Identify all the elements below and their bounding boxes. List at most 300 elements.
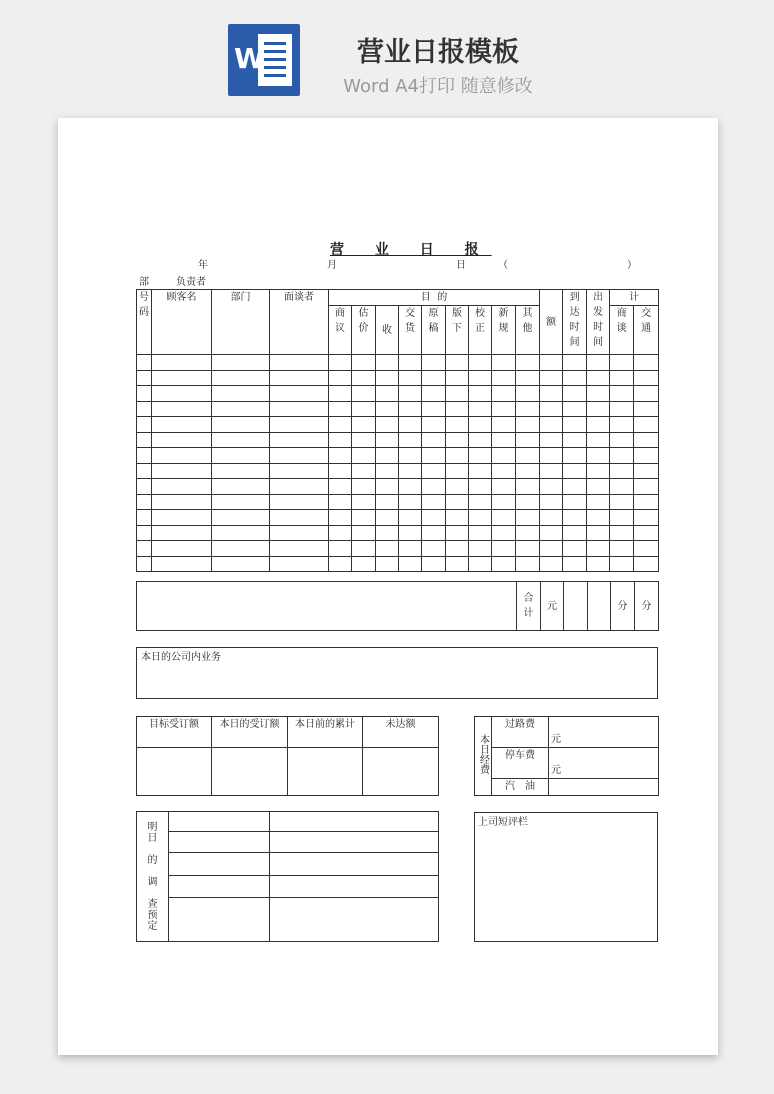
table-cell[interactable] — [540, 541, 563, 557]
table-cell[interactable] — [352, 479, 376, 495]
table-cell[interactable] — [422, 526, 446, 541]
table-cell[interactable] — [563, 479, 587, 495]
table-cell[interactable] — [446, 557, 469, 572]
table-cell[interactable] — [137, 448, 152, 464]
table-cell[interactable] — [516, 495, 540, 510]
table-cell[interactable] — [352, 557, 376, 572]
table-cell[interactable] — [376, 386, 399, 402]
table-cell[interactable] — [563, 510, 587, 526]
table-cell[interactable] — [516, 402, 540, 417]
table-cell[interactable] — [587, 479, 610, 495]
table-cell[interactable] — [610, 479, 634, 495]
table-cell[interactable] — [422, 386, 446, 402]
internal-business-box[interactable] — [136, 647, 658, 699]
form-title: 营 业 日 报 — [330, 242, 492, 258]
table-cell[interactable] — [469, 557, 492, 572]
dept-label: 部 — [139, 277, 149, 288]
expense-unit[interactable]: 元 — [549, 717, 659, 748]
date-month-label: 月 — [327, 260, 337, 271]
table-cell[interactable] — [446, 495, 469, 510]
table-cell[interactable] — [270, 371, 329, 386]
table-cell[interactable] — [634, 557, 659, 572]
table-cell[interactable] — [516, 464, 540, 479]
table-cell[interactable] — [352, 541, 376, 557]
orders-cell[interactable] — [363, 748, 439, 796]
tomorrow-cell[interactable] — [270, 812, 439, 832]
table-cell[interactable] — [540, 417, 563, 433]
expense-label: 过路费 — [492, 717, 549, 748]
table-cell[interactable] — [152, 371, 212, 386]
table-cell[interactable] — [516, 448, 540, 464]
table-cell[interactable] — [634, 433, 659, 448]
table-cell[interactable] — [634, 417, 659, 433]
tomorrow-cell[interactable] — [270, 832, 439, 853]
table-cell[interactable] — [399, 448, 422, 464]
table-cell[interactable] — [446, 510, 469, 526]
table-cell[interactable] — [212, 402, 270, 417]
table-cell[interactable] — [492, 417, 516, 433]
table-cell[interactable] — [399, 557, 422, 572]
table-row — [137, 557, 659, 572]
orders-cell[interactable] — [288, 748, 363, 796]
table-cell[interactable] — [516, 371, 540, 386]
table-cell[interactable] — [563, 526, 587, 541]
table-cell[interactable] — [587, 433, 610, 448]
table-cell[interactable] — [212, 495, 270, 510]
table-cell[interactable] — [587, 557, 610, 572]
table-cell[interactable] — [212, 510, 270, 526]
table-cell[interactable] — [587, 402, 610, 417]
table-cell[interactable] — [137, 417, 152, 433]
table-cell[interactable] — [469, 371, 492, 386]
table-cell[interactable] — [540, 386, 563, 402]
table-cell[interactable] — [376, 371, 399, 386]
paren-open: （ — [498, 260, 508, 271]
table-cell[interactable] — [563, 371, 587, 386]
table-cell[interactable] — [492, 557, 516, 572]
table-cell[interactable] — [212, 417, 270, 433]
table-cell[interactable] — [329, 541, 352, 557]
purpose-col-header: 校 正 — [469, 306, 492, 355]
table-cell[interactable] — [152, 510, 212, 526]
table-cell[interactable] — [492, 355, 516, 371]
table-cell[interactable] — [446, 355, 469, 371]
table-cell[interactable] — [152, 386, 212, 402]
table-cell[interactable] — [352, 464, 376, 479]
table-cell[interactable] — [634, 541, 659, 557]
orders-table — [136, 716, 439, 796]
table-cell[interactable] — [469, 402, 492, 417]
table-cell[interactable] — [329, 526, 352, 541]
table-cell[interactable] — [422, 541, 446, 557]
table-cell[interactable] — [422, 448, 446, 464]
table-cell[interactable] — [352, 371, 376, 386]
table-cell[interactable] — [152, 464, 212, 479]
purpose-col-header: 版 下 — [446, 306, 469, 355]
table-cell[interactable] — [446, 464, 469, 479]
table-cell[interactable] — [212, 557, 270, 572]
table-cell[interactable] — [212, 541, 270, 557]
table-cell[interactable] — [610, 386, 634, 402]
table-cell[interactable] — [422, 371, 446, 386]
table-cell[interactable] — [352, 417, 376, 433]
tomorrow-cell[interactable] — [270, 853, 439, 876]
table-cell[interactable] — [376, 402, 399, 417]
table-cell[interactable] — [634, 355, 659, 371]
table-cell[interactable] — [634, 448, 659, 464]
table-cell[interactable] — [270, 479, 329, 495]
table-cell[interactable] — [469, 495, 492, 510]
table-cell[interactable] — [587, 371, 610, 386]
table-cell[interactable] — [587, 417, 610, 433]
table-cell[interactable] — [270, 448, 329, 464]
table-cell[interactable] — [422, 433, 446, 448]
total-cell[interactable] — [564, 582, 588, 631]
table-cell[interactable] — [329, 495, 352, 510]
table-cell[interactable] — [492, 479, 516, 495]
table-cell[interactable] — [137, 479, 152, 495]
table-cell[interactable] — [422, 510, 446, 526]
table-cell[interactable] — [446, 479, 469, 495]
total-blank-cell[interactable] — [137, 582, 517, 631]
table-cell[interactable] — [352, 402, 376, 417]
table-cell[interactable] — [270, 464, 329, 479]
table-cell[interactable] — [610, 510, 634, 526]
table-cell[interactable] — [212, 355, 270, 371]
table-cell[interactable] — [610, 371, 634, 386]
table-cell[interactable] — [469, 526, 492, 541]
table-cell[interactable] — [492, 371, 516, 386]
table-cell[interactable] — [376, 479, 399, 495]
table-cell[interactable] — [563, 541, 587, 557]
table-cell[interactable] — [610, 464, 634, 479]
table-cell[interactable] — [270, 417, 329, 433]
table-cell[interactable] — [329, 464, 352, 479]
table-cell[interactable] — [376, 355, 399, 371]
table-cell[interactable] — [152, 557, 212, 572]
table-cell[interactable] — [540, 557, 563, 572]
table-cell[interactable] — [492, 541, 516, 557]
table-cell[interactable] — [212, 386, 270, 402]
tomorrow-cell[interactable] — [270, 898, 439, 942]
table-cell[interactable] — [270, 557, 329, 572]
table-cell[interactable] — [152, 479, 212, 495]
table-cell[interactable] — [137, 526, 152, 541]
table-cell[interactable] — [329, 402, 352, 417]
table-cell[interactable] — [446, 526, 469, 541]
table-cell[interactable] — [352, 526, 376, 541]
table-cell[interactable] — [137, 402, 152, 417]
total-minutes-traffic: 分 — [635, 582, 659, 631]
table-cell[interactable] — [376, 541, 399, 557]
table-cell[interactable] — [610, 448, 634, 464]
orders-cell[interactable] — [137, 748, 212, 796]
table-cell[interactable] — [563, 417, 587, 433]
table-cell[interactable] — [152, 448, 212, 464]
table-cell[interactable] — [540, 371, 563, 386]
table-cell[interactable] — [137, 510, 152, 526]
table-cell[interactable] — [610, 402, 634, 417]
table-cell[interactable] — [563, 386, 587, 402]
date-year-label: 年 — [198, 260, 208, 271]
table-cell[interactable] — [587, 355, 610, 371]
table-cell[interactable] — [137, 386, 152, 402]
table-cell[interactable] — [352, 433, 376, 448]
table-cell[interactable] — [212, 448, 270, 464]
table-cell[interactable] — [352, 355, 376, 371]
table-cell[interactable] — [422, 557, 446, 572]
table-cell[interactable] — [399, 526, 422, 541]
table-cell[interactable] — [422, 402, 446, 417]
table-cell[interactable] — [634, 526, 659, 541]
table-cell[interactable] — [399, 495, 422, 510]
tomorrow-cell[interactable] — [169, 812, 270, 832]
table-cell[interactable] — [587, 510, 610, 526]
table-cell[interactable] — [563, 495, 587, 510]
table-cell[interactable] — [212, 371, 270, 386]
table-cell[interactable] — [469, 479, 492, 495]
table-cell[interactable] — [469, 386, 492, 402]
table-cell[interactable] — [540, 495, 563, 510]
tomorrow-cell[interactable] — [169, 876, 270, 898]
table-row — [137, 433, 659, 448]
table-cell[interactable] — [610, 495, 634, 510]
table-cell[interactable] — [469, 448, 492, 464]
table-cell[interactable] — [329, 433, 352, 448]
table-cell[interactable] — [376, 557, 399, 572]
table-cell[interactable] — [634, 479, 659, 495]
table-cell[interactable] — [137, 464, 152, 479]
table-cell[interactable] — [152, 541, 212, 557]
tomorrow-cell[interactable] — [270, 876, 439, 898]
table-cell[interactable] — [540, 479, 563, 495]
table-cell[interactable] — [352, 495, 376, 510]
orders-header: 未达额 — [363, 717, 439, 748]
table-cell[interactable] — [329, 355, 352, 371]
table-cell[interactable] — [376, 495, 399, 510]
table-cell[interactable] — [587, 448, 610, 464]
table-cell[interactable] — [492, 495, 516, 510]
table-cell[interactable] — [492, 526, 516, 541]
table-cell[interactable] — [469, 541, 492, 557]
table-cell[interactable] — [587, 495, 610, 510]
table-cell[interactable] — [634, 464, 659, 479]
expense-unit[interactable] — [549, 779, 659, 796]
table-cell[interactable] — [329, 557, 352, 572]
interviewer-header: 面谈者 — [270, 290, 329, 355]
table-cell[interactable] — [137, 433, 152, 448]
table-cell[interactable] — [270, 495, 329, 510]
table-cell[interactable] — [270, 510, 329, 526]
table-cell[interactable] — [446, 402, 469, 417]
table-cell[interactable] — [352, 510, 376, 526]
table-cell[interactable] — [540, 510, 563, 526]
table-cell[interactable] — [270, 386, 329, 402]
table-cell[interactable] — [270, 433, 329, 448]
table-cell[interactable] — [516, 526, 540, 541]
table-cell[interactable] — [446, 433, 469, 448]
table-cell[interactable] — [137, 557, 152, 572]
table-cell[interactable] — [516, 510, 540, 526]
table-cell[interactable] — [469, 417, 492, 433]
table-cell[interactable] — [563, 402, 587, 417]
supervisor-comment-box[interactable] — [474, 812, 658, 942]
table-cell[interactable] — [446, 448, 469, 464]
table-row — [137, 479, 659, 495]
table-cell[interactable] — [352, 448, 376, 464]
table-cell[interactable] — [376, 510, 399, 526]
table-cell[interactable] — [399, 433, 422, 448]
table-cell[interactable] — [634, 510, 659, 526]
table-cell[interactable] — [610, 355, 634, 371]
table-cell[interactable] — [540, 433, 563, 448]
total-col-header: 交 通 — [634, 306, 659, 355]
table-cell[interactable] — [137, 495, 152, 510]
table-cell[interactable] — [540, 355, 563, 371]
total-cell[interactable] — [588, 582, 611, 631]
tomorrow-cell[interactable] — [169, 853, 270, 876]
table-cell[interactable] — [422, 479, 446, 495]
table-cell[interactable] — [422, 417, 446, 433]
total-row — [136, 581, 659, 631]
table-cell[interactable] — [563, 355, 587, 371]
table-cell[interactable] — [492, 448, 516, 464]
table-cell[interactable] — [152, 495, 212, 510]
table-cell[interactable] — [634, 495, 659, 510]
table-cell[interactable] — [270, 355, 329, 371]
table-cell[interactable] — [399, 510, 422, 526]
table-cell[interactable] — [610, 541, 634, 557]
table-cell[interactable] — [516, 386, 540, 402]
table-cell[interactable] — [399, 479, 422, 495]
table-cell[interactable] — [587, 386, 610, 402]
table-cell[interactable] — [516, 479, 540, 495]
orders-cell[interactable] — [212, 748, 288, 796]
tomorrow-cell[interactable] — [169, 832, 270, 853]
table-cell[interactable] — [492, 510, 516, 526]
table-cell[interactable] — [610, 433, 634, 448]
table-cell[interactable] — [422, 495, 446, 510]
table-cell[interactable] — [587, 526, 610, 541]
table-cell[interactable] — [422, 355, 446, 371]
table-cell[interactable] — [540, 526, 563, 541]
table-cell[interactable] — [152, 355, 212, 371]
table-cell[interactable] — [469, 464, 492, 479]
table-cell[interactable] — [610, 526, 634, 541]
table-cell[interactable] — [516, 355, 540, 371]
table-cell[interactable] — [469, 355, 492, 371]
table-cell[interactable] — [329, 510, 352, 526]
table-cell[interactable] — [329, 448, 352, 464]
table-cell[interactable] — [212, 479, 270, 495]
table-cell[interactable] — [634, 402, 659, 417]
table-cell[interactable] — [446, 371, 469, 386]
table-cell[interactable] — [492, 433, 516, 448]
tomorrow-plan-table — [136, 811, 439, 942]
table-cell[interactable] — [212, 526, 270, 541]
table-cell[interactable] — [516, 417, 540, 433]
depart-time-header: 出 发 时 间 — [587, 290, 610, 355]
orders-header: 本日的受订额 — [212, 717, 288, 748]
table-cell[interactable] — [563, 433, 587, 448]
table-cell[interactable] — [587, 541, 610, 557]
table-cell[interactable] — [492, 386, 516, 402]
expense-unit[interactable]: 元 — [549, 748, 659, 779]
table-cell[interactable] — [270, 541, 329, 557]
table-cell[interactable] — [329, 371, 352, 386]
purpose-header: 目 的 — [329, 290, 540, 306]
tomorrow-cell[interactable] — [169, 898, 270, 942]
table-cell[interactable] — [152, 417, 212, 433]
table-cell[interactable] — [634, 386, 659, 402]
table-cell[interactable] — [399, 355, 422, 371]
table-cell[interactable] — [137, 541, 152, 557]
table-cell[interactable] — [446, 541, 469, 557]
table-cell[interactable] — [329, 479, 352, 495]
table-cell[interactable] — [376, 433, 399, 448]
table-cell[interactable] — [152, 526, 212, 541]
table-cell[interactable] — [376, 526, 399, 541]
table-cell[interactable] — [399, 386, 422, 402]
table-cell[interactable] — [399, 541, 422, 557]
paren-close: ） — [627, 260, 637, 271]
table-cell[interactable] — [563, 464, 587, 479]
table-cell[interactable] — [563, 557, 587, 572]
table-cell[interactable] — [587, 464, 610, 479]
table-row — [137, 417, 659, 433]
table-cell[interactable] — [492, 464, 516, 479]
table-cell[interactable] — [270, 402, 329, 417]
table-cell[interactable] — [516, 557, 540, 572]
table-cell[interactable] — [152, 433, 212, 448]
table-cell[interactable] — [212, 464, 270, 479]
table-cell[interactable] — [516, 433, 540, 448]
table-cell[interactable] — [399, 371, 422, 386]
table-cell[interactable] — [270, 526, 329, 541]
table-cell[interactable] — [563, 448, 587, 464]
department-header: 部门 — [212, 290, 270, 355]
table-cell[interactable] — [376, 464, 399, 479]
table-cell[interactable] — [422, 464, 446, 479]
table-cell[interactable] — [540, 464, 563, 479]
table-cell[interactable] — [376, 448, 399, 464]
table-cell[interactable] — [399, 464, 422, 479]
table-cell[interactable] — [469, 433, 492, 448]
table-cell[interactable] — [212, 433, 270, 448]
table-cell[interactable] — [137, 371, 152, 386]
orders-header: 本日前的累计 — [288, 717, 363, 748]
table-cell[interactable] — [446, 417, 469, 433]
table-cell[interactable] — [399, 417, 422, 433]
table-cell[interactable] — [446, 386, 469, 402]
tomorrow-side-label: 明 日 的 调 查 预 定 — [137, 812, 169, 942]
table-cell[interactable] — [610, 417, 634, 433]
table-cell[interactable] — [516, 541, 540, 557]
table-cell[interactable] — [469, 510, 492, 526]
table-cell[interactable] — [376, 417, 399, 433]
table-cell[interactable] — [137, 355, 152, 371]
table-cell[interactable] — [329, 386, 352, 402]
table-cell[interactable] — [540, 402, 563, 417]
table-cell[interactable] — [634, 371, 659, 386]
table-cell[interactable] — [492, 402, 516, 417]
table-cell[interactable] — [540, 448, 563, 464]
table-cell[interactable] — [152, 402, 212, 417]
table-cell[interactable] — [352, 386, 376, 402]
table-cell[interactable] — [329, 417, 352, 433]
table-cell[interactable] — [610, 557, 634, 572]
table-cell[interactable] — [399, 402, 422, 417]
